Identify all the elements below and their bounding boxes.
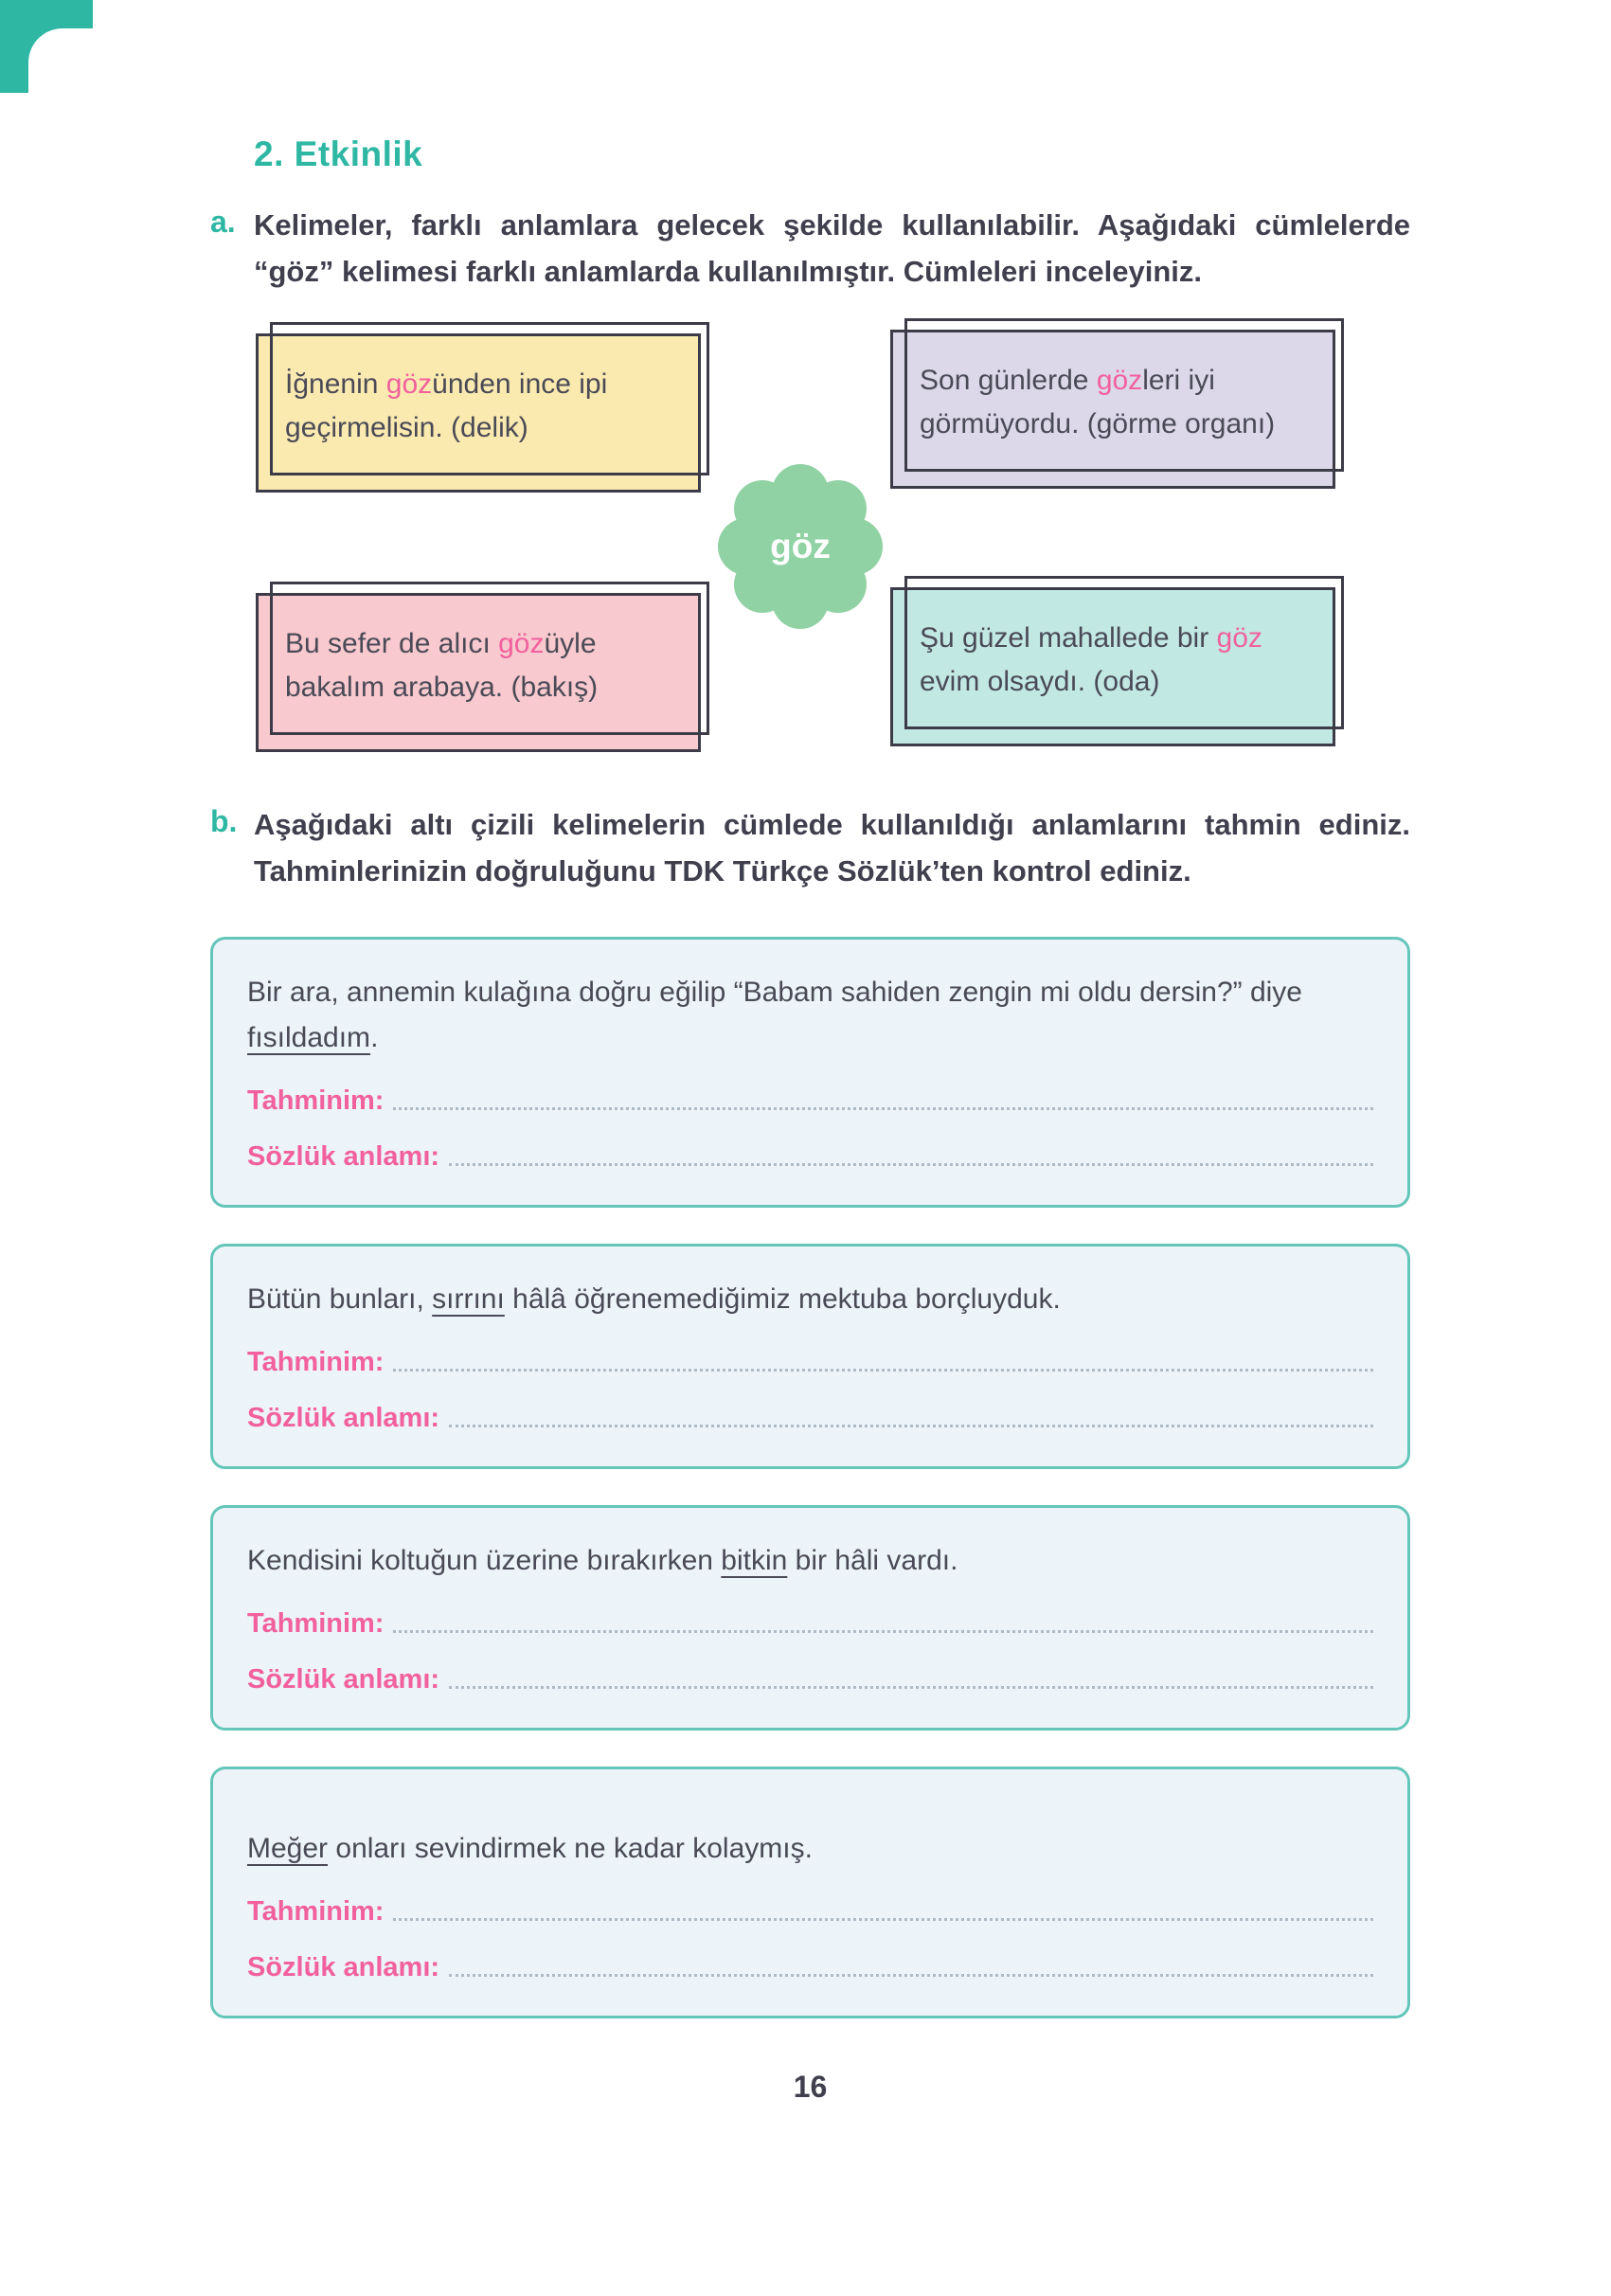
goz-meaning-diagram — [210, 330, 1410, 789]
exercise-box-4 — [210, 1767, 1410, 2018]
sentence-fragment: leri iyi görmüyordu. (görme organı) — [920, 364, 1276, 440]
sentence-fragment: Bu sefer de alıcı — [285, 627, 499, 659]
center-word: göz — [770, 526, 831, 565]
sentence-fragment: bir hâli vardı. — [787, 1544, 958, 1576]
guess-row — [247, 1608, 1373, 1640]
highlighted-word: göz — [385, 368, 433, 400]
sentence-fragment: onları sevindirmek ne kadar kolaymış. — [328, 1832, 813, 1864]
sentence-fragment: hâlâ öğrenemediğimiz mektuba borçluyduk. — [504, 1283, 1061, 1315]
card-sentence — [285, 363, 671, 451]
instruction-b-text: Aşağıdaki altı çizili kelimelerin cümlede kullanıldığı anlamlarını tahmin ediniz. Tahminlerinizin doğruluğunu TDK Türkçe Sözlük’ten kontrol ediniz. — [254, 807, 1410, 888]
dictionary-label: Sözlük anlamı: — [247, 1402, 440, 1433]
dictionary-answer-line[interactable] — [449, 1686, 1373, 1689]
exercise-box-1 — [210, 937, 1410, 1208]
definition-card-delik — [256, 333, 701, 493]
sentence-fragment: Bir ara, annemin kulağına doğru eğilip “Babam sahiden zengin mi oldu dersin?” diye — [247, 976, 1302, 1008]
definition-card-gorme-organi — [890, 330, 1335, 489]
sentence-fragment: . — [370, 1021, 379, 1053]
underlined-word: bitkin — [721, 1544, 788, 1576]
instruction-b — [210, 802, 1410, 895]
page-number: 16 — [793, 2069, 828, 2104]
guess-answer-line[interactable] — [393, 1918, 1373, 1921]
sentence-fragment: Bütün bunları, — [247, 1283, 433, 1315]
card-sentence — [285, 622, 671, 710]
exercise-list — [210, 937, 1410, 2018]
dictionary-row — [247, 1403, 1373, 1434]
exercise-box-2 — [210, 1244, 1410, 1469]
guess-label: Tahminim: — [247, 1346, 385, 1377]
sentence-fragment: üyle bakalım arabaya. (bakış) — [285, 627, 599, 704]
dictionary-label: Sözlük anlamı: — [247, 1140, 440, 1172]
guess-label: Tahminim: — [247, 1607, 385, 1639]
exercise-sentence — [247, 970, 1373, 1061]
guess-row — [247, 1347, 1373, 1378]
highlighted-word: göz — [498, 627, 545, 659]
instruction-a-text: Kelimeler, farklı anlamlara gelecek şekilde kullanılabilir. Aşağıdaki cümlelerde “göz” kelimesi farklı anlamlarda kullanılmıştır. Cümleleri inceleyiniz. — [254, 208, 1410, 288]
guess-label: Tahminim: — [247, 1895, 385, 1927]
sentence-fragment: İğnenin — [285, 368, 386, 400]
guess-row — [247, 1085, 1373, 1117]
exercise-sentence — [247, 1538, 1373, 1584]
definition-card-oda — [890, 587, 1335, 746]
sentence-fragment: ünden ince ipi geçirmelisin. (delik) — [285, 368, 608, 444]
dictionary-answer-line[interactable] — [449, 1974, 1373, 1977]
exercise-sentence — [247, 1277, 1373, 1322]
item-marker-b: b. — [210, 803, 238, 838]
activity-title: 2. Etkinlik — [254, 135, 423, 173]
dictionary-row — [247, 1952, 1373, 1983]
guess-row — [247, 1896, 1373, 1928]
item-marker-a: a. — [210, 205, 236, 239]
highlighted-word: göz — [1096, 364, 1143, 396]
dictionary-answer-line[interactable] — [449, 1163, 1373, 1166]
card-sentence — [920, 617, 1306, 705]
definition-card-bakis — [256, 593, 701, 752]
dictionary-answer-line[interactable] — [449, 1425, 1373, 1427]
underlined-word: sırrını — [432, 1283, 505, 1315]
sentence-fragment: Son günlerde — [920, 364, 1097, 396]
guess-label: Tahminim: — [247, 1085, 385, 1116]
card-sentence — [920, 359, 1306, 447]
guess-answer-line[interactable] — [393, 1369, 1373, 1372]
underlined-word: fısıldadım — [247, 1021, 371, 1053]
dictionary-row — [247, 1141, 1373, 1173]
dictionary-row — [247, 1664, 1373, 1695]
highlighted-word: göz — [1216, 621, 1262, 654]
guess-answer-line[interactable] — [393, 1630, 1373, 1633]
underlined-word: Meğer — [247, 1832, 329, 1864]
sentence-fragment: Şu güzel mahallede bir — [920, 621, 1217, 654]
dictionary-label: Sözlük anlamı: — [247, 1951, 440, 1982]
guess-answer-line[interactable] — [393, 1107, 1373, 1110]
dictionary-label: Sözlük anlamı: — [247, 1663, 440, 1695]
sentence-fragment: Kendisini koltuğun üzerine bırakırken — [247, 1544, 722, 1576]
instruction-a — [210, 203, 1410, 296]
flower-shape — [710, 457, 890, 637]
sentence-fragment: evim olsaydı. (oda) — [920, 666, 1160, 698]
exercise-sentence — [247, 1826, 1373, 1872]
exercise-box-3 — [210, 1505, 1410, 1731]
